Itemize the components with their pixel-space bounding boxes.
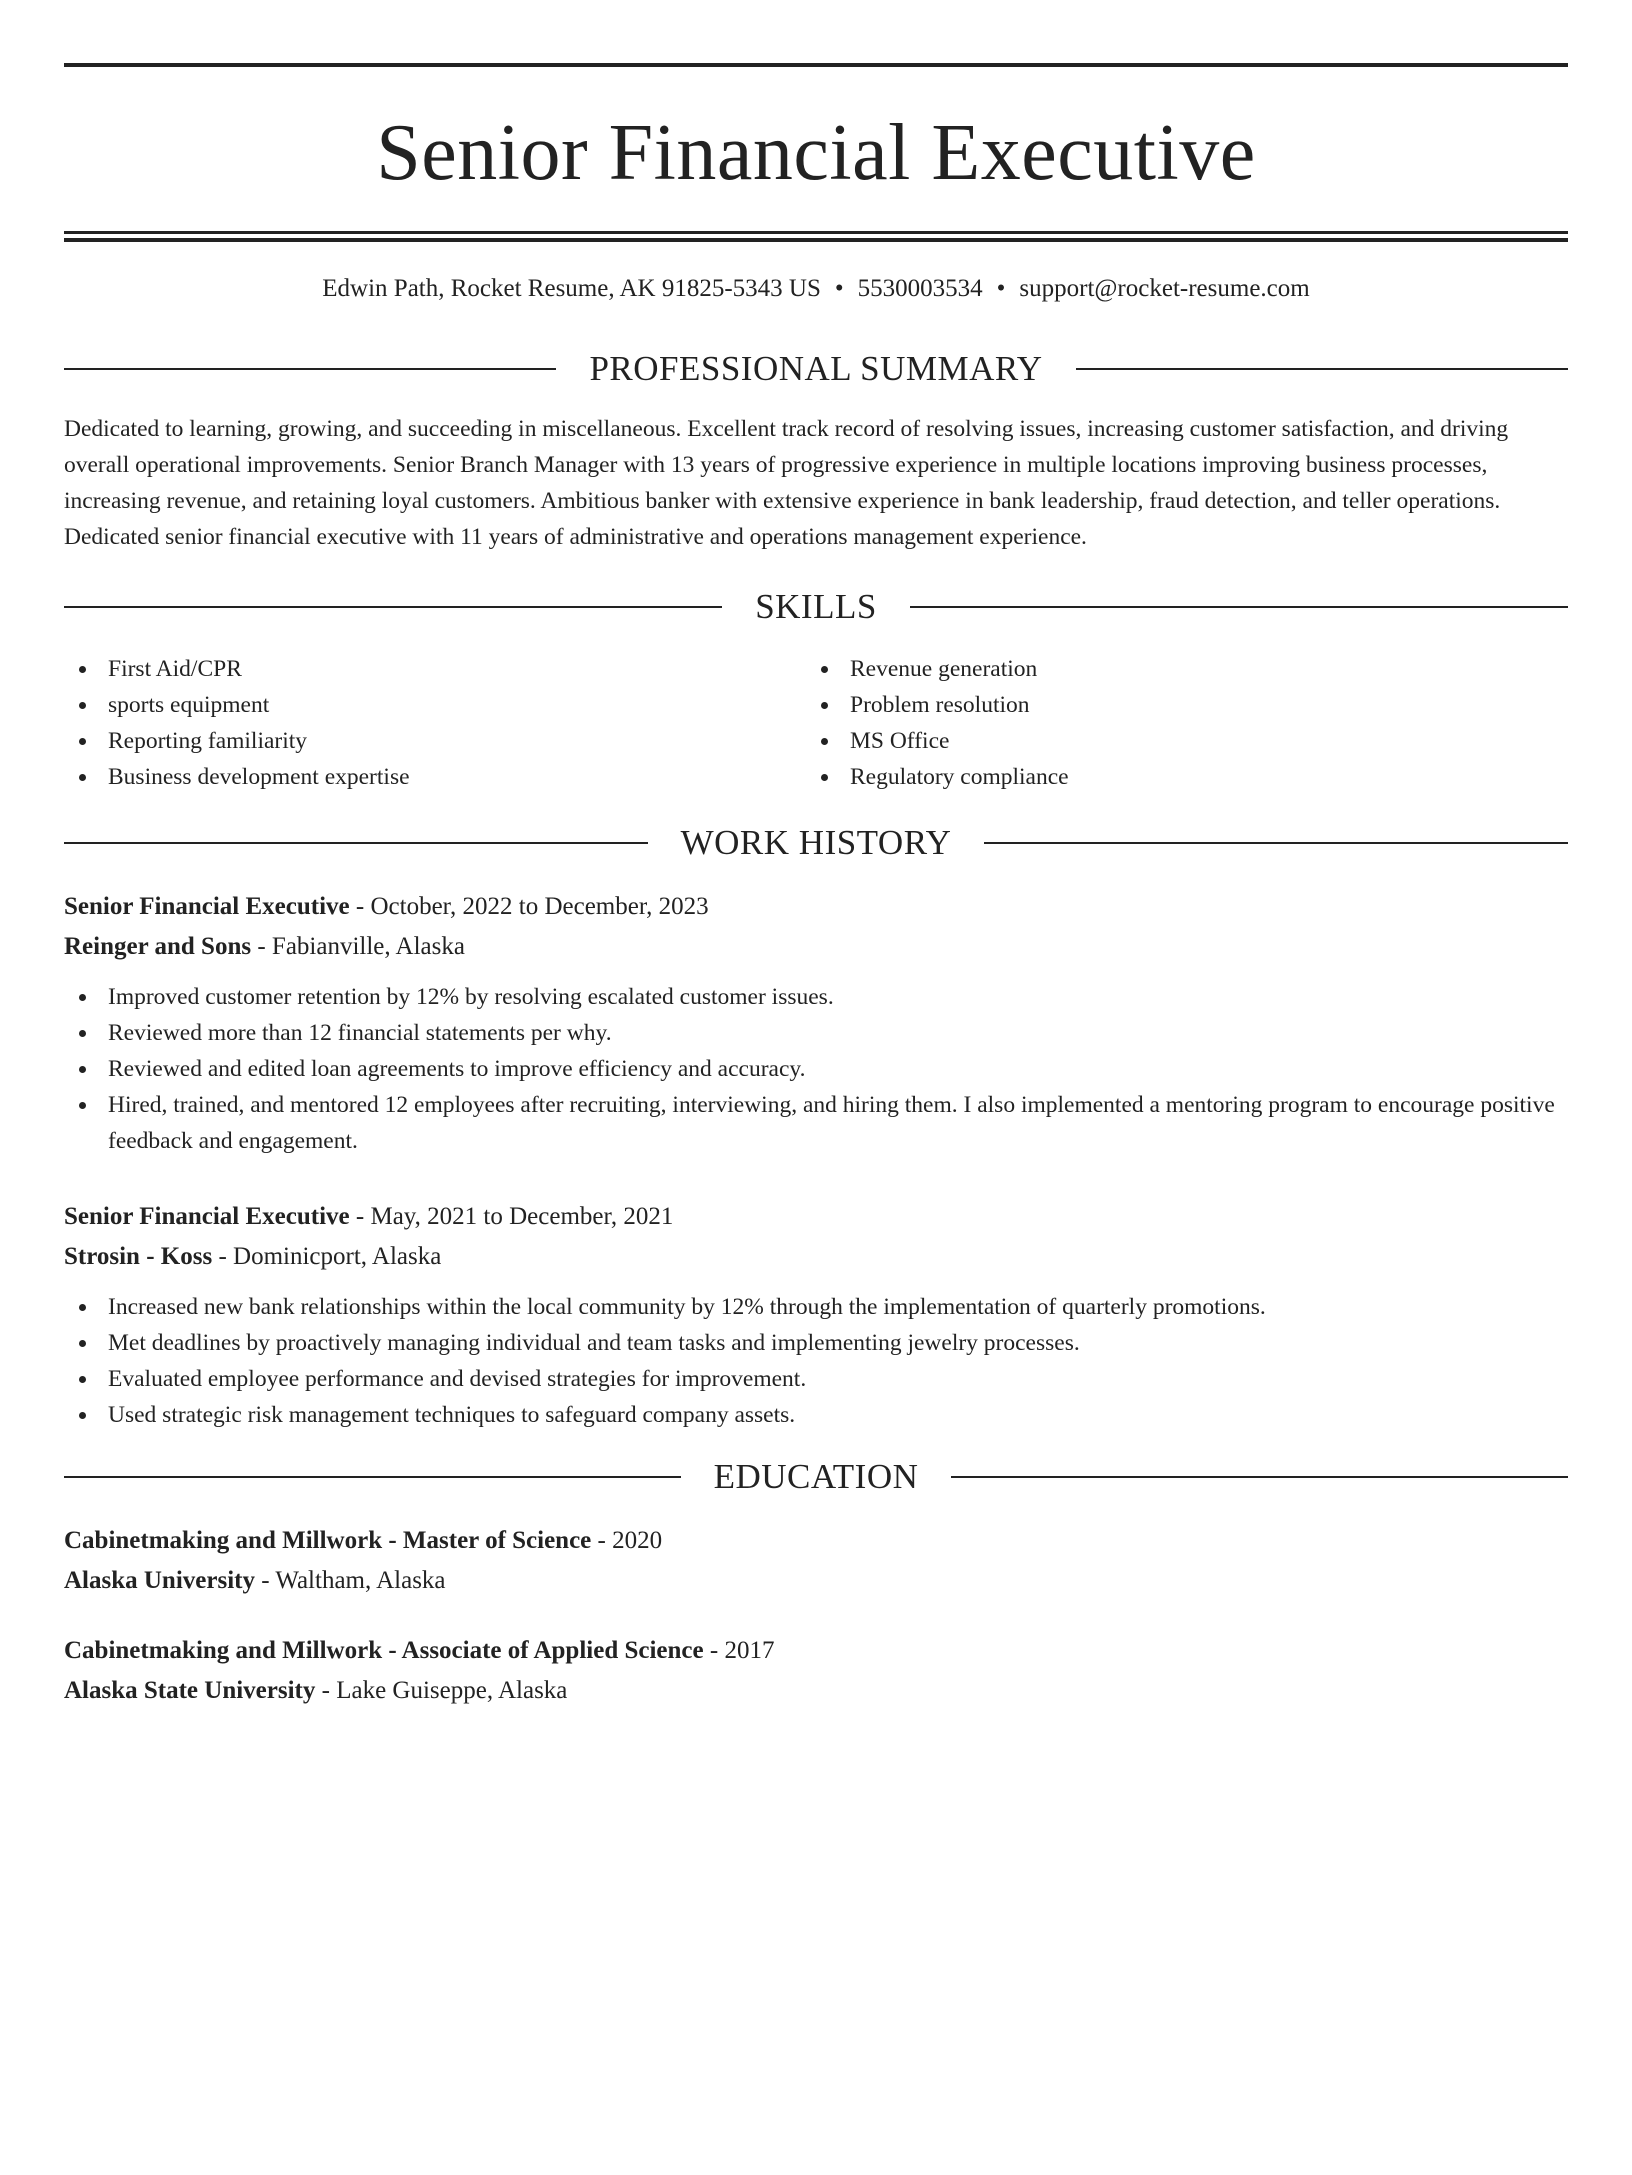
contact-email: support@rocket-resume.com [1019,275,1310,302]
resume-title: Senior Financial Executive [376,109,1256,197]
contact-separator: • [834,275,844,302]
section-rule [64,1476,681,1478]
job-location: - Dominicport, Alaska [212,1243,442,1270]
job-bullet: Reviewed more than 12 financial statements per why. [64,1015,1568,1051]
job-bullet: Hired, trained, and mentored 12 employees after recruiting, interviewing, and hiring them. I also implemented a mentoring program to encourage positive feedback and engagement. [64,1087,1568,1159]
job-bullet: Increased new bank relationships within the local community by 12% through the implementation of quarterly promotions. [64,1289,1568,1325]
section-rule [1076,368,1568,370]
job-bullet: Used strategic risk management techniques to safeguard company assets. [64,1397,1568,1433]
education-year: - 2020 [591,1527,663,1554]
education-school-line [64,1561,1568,1601]
skills-list [64,651,1568,795]
job-company: Strosin - Koss [64,1243,213,1270]
job-title-line [64,1197,1568,1237]
section-title-skills: SKILLS [755,587,877,626]
job-role: Senior Financial Executive [64,893,350,920]
summary-text: Dedicated to learning, growing, and succeeding in miscellaneous. Excellent track record of resolving issues, increasing customer satisfaction, and driving overall operational improvements. Senior Branch Manager with 13 years of progressive experience in multiple locations improving business processes, increasing revenue, and retaining loyal customers. Ambitious banker with extensive experience in bank leadership, fraud detection, and teller operations. Dedicated senior financial executive with 11 years of administrative and operations management experience. [64,416,1509,550]
section-header-education [64,1455,1568,1499]
resume-page [0,63,1632,2175]
job-entry [64,1197,1568,1433]
job-bullets [64,1289,1568,1433]
education-location: - Lake Guiseppe, Alaska [315,1677,568,1704]
job-dates: - October, 2022 to December, 2023 [349,893,709,920]
section-header-work [64,821,1568,865]
education-entry [64,1521,1568,1601]
skill-item: sports equipment [64,687,806,723]
education-school: Alaska State University [64,1677,316,1704]
job-bullet: Reviewed and edited loan agreements to improve efficiency and accuracy. [64,1051,1568,1087]
job-company: Reinger and Sons [64,933,252,960]
contact-phone: 5530003534 [857,275,983,302]
education-school: Alaska University [64,1567,255,1594]
contact-line [64,271,1568,307]
section-title-work: WORK HISTORY [680,823,952,862]
education-entry [64,1631,1568,1711]
job-bullet: Improved customer retention by 12% by resolving escalated customer issues. [64,979,1568,1015]
skill-item: Revenue generation [806,651,1069,687]
skill-item: Business development expertise [64,759,806,795]
skill-item: First Aid/CPR [64,651,806,687]
job-bullet: Evaluated employee performance and devised strategies for improvement. [64,1361,1568,1397]
skill-item: Problem resolution [806,687,1069,723]
section-title-education: EDUCATION [713,1457,919,1496]
section-rule [64,368,556,370]
education-school-line [64,1671,1568,1711]
job-company-line [64,1237,1568,1277]
skills-column-left [64,651,806,795]
section-rule [64,606,722,608]
education-year: - 2017 [703,1637,775,1664]
job-company-line [64,927,1568,967]
header-double-rule [64,231,1568,242]
education-degree: Cabinetmaking and Millwork - Master of Science [64,1527,592,1554]
education-degree-line [64,1631,1568,1671]
education-location: - Waltham, Alaska [254,1567,446,1594]
job-location: - Fabianville, Alaska [251,933,465,960]
header-top-rule [64,63,1568,67]
contact-address: Edwin Path, Rocket Resume, AK 91825-5343 US [322,275,821,302]
job-title-line [64,887,1568,927]
contact-separator: • [996,275,1006,302]
section-title-summary: PROFESSIONAL SUMMARY [589,349,1043,388]
skill-item: MS Office [806,723,1069,759]
education-degree-line [64,1521,1568,1561]
job-bullet: Met deadlines by proactively managing individual and team tasks and implementing jewelry processes. [64,1325,1568,1361]
job-dates: - May, 2021 to December, 2021 [349,1203,674,1230]
section-rule [910,606,1568,608]
section-header-summary [64,347,1568,391]
job-bullets [64,979,1568,1159]
job-role: Senior Financial Executive [64,1203,350,1230]
section-rule [984,842,1568,844]
section-header-skills [64,585,1568,629]
skills-column-right [806,651,1069,795]
skill-item: Regulatory compliance [806,759,1069,795]
skill-item: Reporting familiarity [64,723,806,759]
education-degree: Cabinetmaking and Millwork - Associate of Applied Science [64,1637,704,1664]
job-entry [64,887,1568,1159]
section-rule [951,1476,1568,1478]
section-rule [64,842,648,844]
